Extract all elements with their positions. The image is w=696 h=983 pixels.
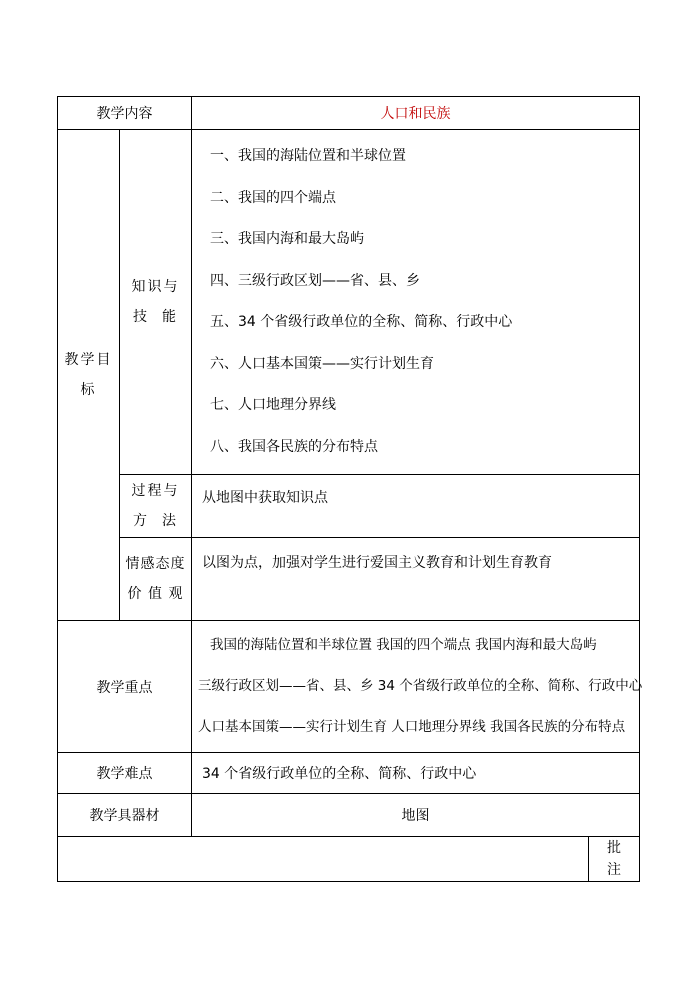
objectives-label-line2: 标	[80, 382, 97, 398]
knowledge-item: 七、人口地理分界线	[210, 397, 336, 413]
difficulty-row	[58, 753, 640, 794]
lesson-title: 人口和民族	[192, 97, 640, 130]
knowledge-item: 六、人口基本国策——实行计划生育	[210, 355, 434, 372]
process-label-line2: 方 法	[133, 513, 178, 529]
notes-label	[589, 837, 640, 882]
emotion-label-line2: 价 值 观	[127, 586, 184, 602]
process-label	[120, 475, 192, 538]
process-label-line1: 过程与	[131, 483, 180, 499]
notes-label-line2: 注	[607, 862, 621, 878]
knowledge-item: 四、三级行政区划——省、县、乡	[210, 272, 420, 289]
knowledge-item: 五、34 个省级行政单位的全称、简称、行政中心	[210, 314, 513, 330]
knowledge-row	[58, 130, 640, 475]
knowledge-item: 八、我国各民族的分布特点	[210, 438, 378, 455]
key-points-text	[192, 621, 643, 753]
lesson-plan-document	[57, 96, 643, 878]
knowledge-label-line1: 知识与	[131, 279, 180, 295]
process-row	[58, 475, 640, 538]
key-points-line: 我国的海陆位置和半球位置 我国的四个端点 我国内海和最大岛屿	[210, 637, 597, 653]
objectives-label-line1: 教学目	[64, 352, 113, 368]
notes-label-line1: 批	[607, 840, 621, 856]
emotion-row	[58, 538, 640, 621]
knowledge-item: 三、我国内海和最大岛屿	[210, 231, 364, 247]
difficulty-text: 34 个省级行政单位的全称、简称、行政中心	[192, 753, 640, 794]
lesson-plan-table	[57, 96, 643, 882]
emotion-label-line1: 情感态度	[125, 556, 186, 572]
key-points-row	[58, 621, 640, 753]
key-points-line: 三级行政区划——省、县、乡 34 个省级行政单位的全称、简称、行政中心	[198, 678, 643, 694]
materials-row	[58, 794, 640, 837]
knowledge-label	[120, 130, 192, 475]
objectives-label	[58, 130, 120, 621]
materials-text: 地图	[192, 794, 640, 837]
knowledge-label-line2: 技 能	[133, 309, 178, 325]
notes-area	[58, 837, 589, 882]
difficulty-label: 教学难点	[58, 753, 192, 794]
knowledge-item: 一、我国的海陆位置和半球位置	[210, 148, 406, 164]
content-label: 教学内容	[58, 97, 192, 130]
emotion-text: 以图为点，加强对学生进行爱国主义教育和计划生育教育	[192, 538, 640, 621]
key-points-line: 人口基本国策——实行计划生育 人口地理分界线 我国各民族的分布特点	[198, 719, 626, 735]
materials-label: 教学具器材	[58, 794, 192, 837]
knowledge-items	[192, 130, 640, 475]
notes-row	[58, 837, 640, 882]
key-points-label: 教学重点	[58, 621, 192, 753]
process-text: 从地图中获取知识点	[192, 475, 640, 538]
knowledge-item: 二、我国的四个端点	[210, 189, 336, 206]
header-row	[58, 97, 640, 130]
emotion-label	[120, 538, 192, 621]
